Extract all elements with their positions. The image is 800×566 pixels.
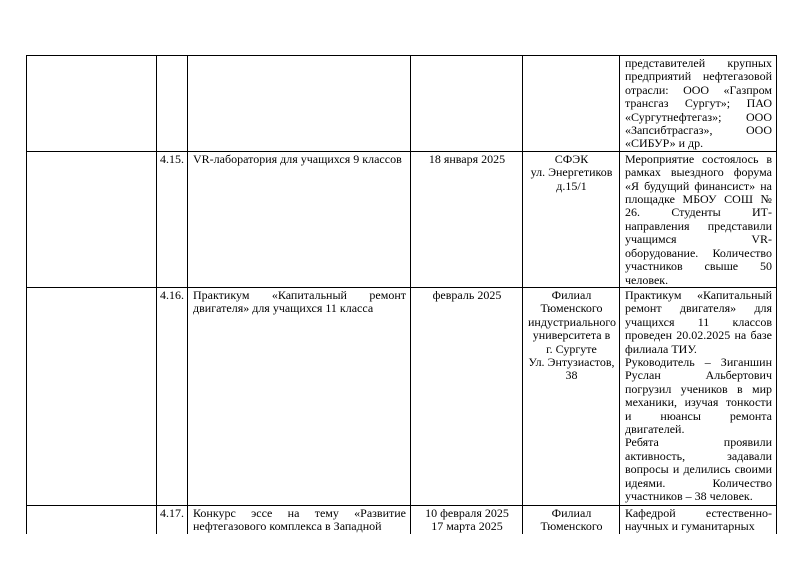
table-row (27, 505, 777, 533)
date-line: 10 февраля 2025 (425, 505, 509, 520)
place-line: СФЭК (554, 151, 589, 166)
table-row (27, 287, 777, 505)
events-table (26, 55, 777, 534)
event-place (523, 287, 620, 505)
result-text: Мероприятие состоялось в рамках выездного форума «Я будущий финансист» на площадке МБОУ СОШ № 26. Студенты ИТ-направления представили учащимся VR-оборудование. Количество участников свыше 50 человек. (625, 151, 772, 287)
row-number: 4.15. (157, 151, 188, 287)
event-result (620, 287, 777, 505)
event-name (188, 56, 411, 152)
event-name: Конкурс эссе на тему «Развитие нефтегазового комплекса в Западной (188, 505, 411, 533)
table-row (27, 151, 777, 287)
event-date: 18 января 2025 (411, 151, 523, 287)
section-cell (27, 287, 157, 505)
section-cell (27, 151, 157, 287)
place-line: Тюменского (540, 519, 603, 534)
section-cell (27, 505, 157, 533)
section-cell (27, 56, 157, 152)
row-number (157, 56, 188, 152)
date-line: 17 марта 2025 (431, 519, 503, 534)
place-line: Филиал (551, 505, 592, 520)
event-name: VR-лаборатория для учащихся 9 классов (188, 151, 411, 287)
event-result (620, 151, 777, 287)
place-line: Ул. Энтузиастов, 38 (528, 354, 615, 383)
place-line: Филиал Тюменского индустриального университета в г. Сургуте (528, 287, 617, 356)
event-place (523, 56, 620, 152)
event-result (620, 505, 777, 533)
event-date: февраль 2025 (411, 287, 523, 505)
place-line: д.15/1 (556, 178, 587, 193)
row-number: 4.17. (157, 505, 188, 533)
event-place (523, 505, 620, 533)
result-text: представителей крупных предприятий нефтегазовой отрасли: ООО «Газпром трансгаз Сургут»; ПАО «Сургутнефтегаз»; ООО «Запсибтрасгаз», ООО «СИБУР» и др. (625, 56, 772, 151)
event-place (523, 151, 620, 287)
result-text: Кафедрой естественно-научных и гуманитарных (625, 505, 772, 534)
result-text: Руководитель – Зиганшин Руслан Альбертович погрузил учеников в мир механики, изучая тонкости и нюансы ремонта двигателей. (625, 354, 772, 436)
event-date (411, 505, 523, 533)
row-number: 4.16. (157, 287, 188, 505)
result-text: Ребята проявили активность, задавали вопросы и делились своими идеями. Количество участников – 38 человек. (625, 435, 772, 503)
event-name: Практикум «Капитальный ремонт двигателя» для учащихся 11 класса (188, 287, 411, 505)
event-date (411, 56, 523, 152)
event-result (620, 56, 777, 152)
place-line: ул. Энергетиков (530, 165, 613, 180)
table-row (27, 56, 777, 152)
result-text: Практикум «Капитальный ремонт двигателя» для учащихся 11 классов проведен 20.02.2025 на базе филиала ТИУ. (625, 287, 772, 356)
